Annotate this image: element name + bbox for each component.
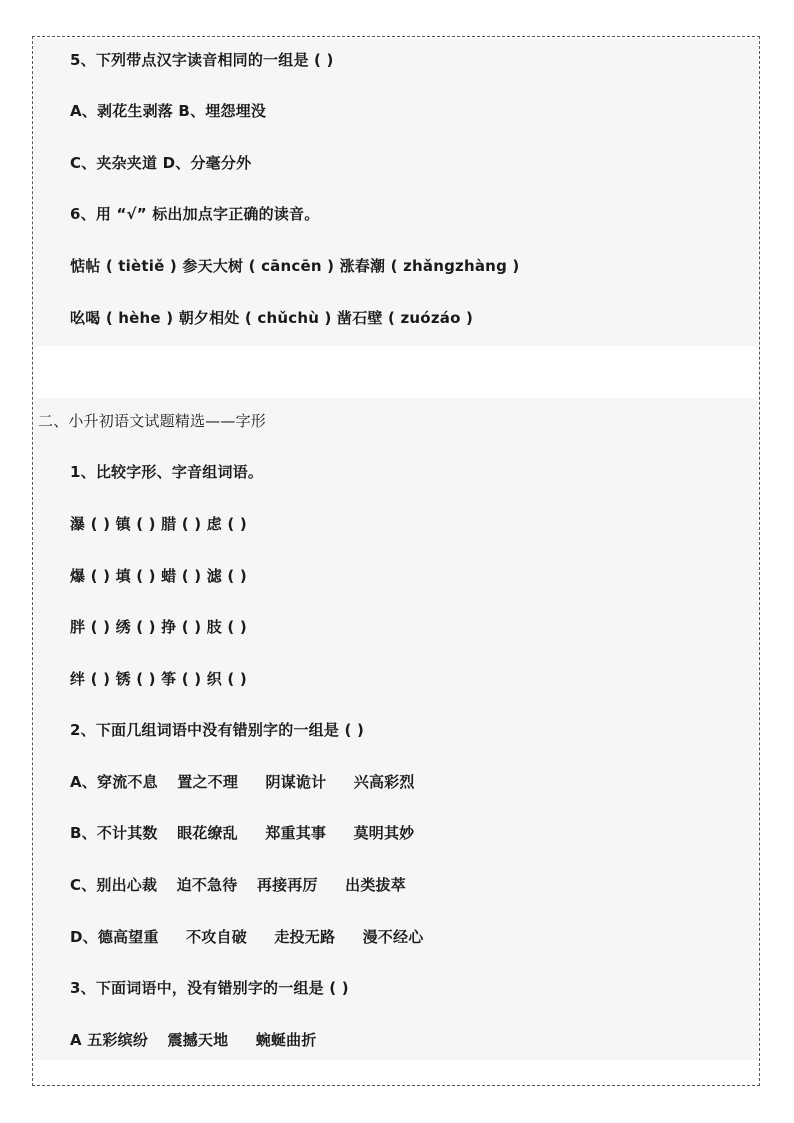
q6-line-1: 惦帖 ( tiètiě ) 参天大树 ( cāncēn ) 涨春潮 ( zhǎngzhàng ) [70,257,520,275]
q5-option-cd: C、夹杂夹道 D、分毫分外 [70,154,252,172]
q2-b-word-2: 眼花缭乱 [177,824,238,842]
q1-stem: 1、比较字形、字音组词语。 [70,463,264,481]
q3-a-word-2: 震撼天地 [167,1031,229,1049]
q1-row-2: 爆 ( ) 填 ( ) 蜡 ( ) 滤 ( ) [70,567,247,585]
q2-c-word-2: 迫不急待 [176,876,238,894]
q3-option-a [70,1029,317,1051]
q2-c-word-3: 再接再厉 [256,876,318,894]
q2-b-word-4: 莫明其妙 [353,824,415,842]
q2-a-word-3: 阴谋诡计 [265,773,327,791]
q2-b-word-3: 郑重其事 [265,824,327,842]
q1-row-1: 瀑 ( ) 镇 ( ) 腊 ( ) 虑 ( ) [70,515,247,533]
content-panel-top [34,38,758,346]
q2-d-word-4: 漫不经心 [362,928,424,946]
q3-a-word-3: 蜿蜒曲折 [255,1031,317,1049]
q2-b-word-1: B、不计其数 [70,824,158,842]
q2-d-word-1: D、德高望重 [70,928,159,946]
q1-row-3: 胖 ( ) 绣 ( ) 挣 ( ) 肢 ( ) [70,618,247,636]
q2-option-c [70,874,406,896]
q2-option-a [70,771,415,793]
q2-d-word-3: 走投无路 [274,928,336,946]
q2-option-b [70,822,414,844]
q3-a-word-1: A 五彩缤纷 [70,1031,149,1049]
q2-a-word-4: 兴高彩烈 [353,773,415,791]
q2-c-word-4: 出类拔萃 [345,876,406,894]
q2-a-word-1: A、穿流不息 [70,773,158,791]
q2-a-word-2: 置之不理 [177,773,239,791]
q5-stem: 5、下列带点汉字读音相同的一组是 ( ) [70,51,334,69]
q1-row-4: 绊 ( ) 锈 ( ) 筝 ( ) 织 ( ) [70,670,247,688]
section-heading: 二、小升初语文试题精选——字形 [38,412,267,430]
q5-option-ab: A、剥花生剥落 B、埋怨埋没 [70,102,267,120]
q6-line-2: 吆喝 ( hèhe ) 朝夕相处 ( chǔchù ) 凿石壁 ( zuózáo ) [70,309,474,327]
q3-stem: 3、下面词语中，没有错别字的一组是 ( ) [70,979,349,997]
q2-stem: 2、下面几组词语中没有错别字的一组是 ( ) [70,721,364,739]
q2-c-word-1: C、别出心裁 [70,876,158,894]
q2-option-d [70,926,423,948]
q2-d-word-2: 不攻自破 [186,928,247,946]
q6-stem: 6、用 “√” 标出加点字正确的读音。 [70,205,320,223]
